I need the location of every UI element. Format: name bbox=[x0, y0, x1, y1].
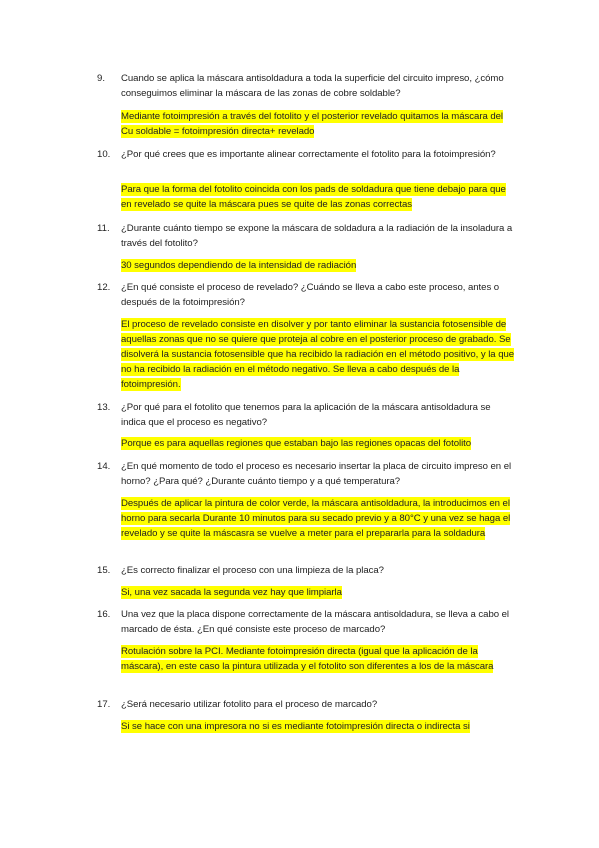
question-number: 15. bbox=[97, 565, 111, 576]
answer-text: Mediante fotoimpresión a través del fotolito y el posterior revelado quitamos la máscara del Cu soldable = fotoimpresión directa+ revelado bbox=[121, 111, 504, 137]
question-number: 10. bbox=[97, 149, 111, 160]
answer-block bbox=[121, 644, 517, 674]
question-number: 11. bbox=[97, 223, 110, 234]
answer-text: Si se hace con una impresora no si es mediante fotoimpresión directa o indirecta si bbox=[121, 721, 470, 732]
answer-text: Después de aplicar la pintura de color verde, la máscara antisoldadura, la introducimos en el horno para secarla Durante 10 minutos para su secado previo y a 80°C y una vez se haga el revelado y se quite la máscasra se vuelve a meter para el prepararla para la soldadura bbox=[121, 498, 511, 539]
question-text: ¿Durante cuánto tiempo se expone la máscara de soldadura a la radiación de la insoladura a través del fotolito? bbox=[121, 223, 513, 249]
question-number: 13. bbox=[97, 402, 111, 413]
answer-block bbox=[121, 182, 517, 212]
answer-text: Para que la forma del fotolito coincida con los pads de soldadura que tiene debajo para que en revelado se quite la máscara pues se quite de las zonas correctas bbox=[121, 184, 506, 210]
question-number: 9. bbox=[97, 73, 106, 84]
answer-text: Rotulación sobre la PCI. Mediante fotoimpresión directa (igual que la aplicación de la máscara), en este caso la pintura utilizada y el fotolito son diferentes a los de la máscara bbox=[121, 646, 494, 672]
question-number: 12. bbox=[97, 282, 111, 293]
question-text: Una vez que la placa dispone correctamente de la máscara antisoldadura, se lleva a cabo el marcado de ésta. ¿En qué consiste este proceso de marcado? bbox=[121, 609, 510, 635]
question-text: ¿Por qué para el fotolito que tenemos para la aplicación de la máscara antisoldadura se indica que el proceso es negativo? bbox=[121, 402, 491, 428]
question-number: 16. bbox=[97, 609, 111, 620]
answer-block bbox=[121, 496, 517, 541]
question-number: 14. bbox=[97, 461, 111, 472]
answer-text: Si, una vez sacada la segunda vez hay que limpiarla bbox=[121, 587, 342, 598]
question-text: ¿Será necesario utilizar fotolito para el proceso de marcado? bbox=[121, 699, 378, 710]
question-text: ¿En qué momento de todo el proceso es necesario insertar la placa de circuito impreso en el horno? ¿Para qué? ¿Durante cuánto tiempo y a qué temperatura? bbox=[121, 461, 512, 487]
answer-block bbox=[121, 585, 517, 600]
question-text: ¿En qué consiste el proceso de revelado? ¿Cuándo se lleva a cabo este proceso, antes o después de la fotoimpresión? bbox=[121, 282, 500, 308]
answer-text: Porque es para aquellas regiones que estaban bajo las regiones opacas del fotolito bbox=[121, 438, 472, 449]
answer-block bbox=[121, 317, 517, 392]
answer-block bbox=[121, 719, 517, 734]
question-text: ¿Es correcto finalizar el proceso con una limpieza de la placa? bbox=[121, 565, 384, 576]
answer-block bbox=[121, 258, 517, 273]
question-number: 17. bbox=[97, 699, 111, 710]
answer-block bbox=[121, 109, 517, 139]
question-text: ¿Por qué crees que es importante alinear correctamente el fotolito para la fotoimpresión? bbox=[121, 149, 496, 160]
answer-text: 30 segundos dependiendo de la intensidad de radiación bbox=[121, 260, 357, 271]
question-text: Cuando se aplica la máscara antisoldadura a toda la superficie del circuito impreso, ¿cómo conseguimos eliminar la máscara de las zonas de cobre soldable? bbox=[121, 73, 504, 99]
answer-block bbox=[121, 436, 517, 451]
answer-text: El proceso de revelado consiste en disolver y por tanto eliminar la sustancia fotosensible de aquellas zonas que no se quiere que proteja al cobre en el posterior proceso de grabado. Se disolverá la sustancia fotosensible que ha recibido la radiación en el método positivo, y la que no ha recibido la radiación en el método negativo. Se lleva a cabo después de la fotoimpresión. bbox=[121, 319, 515, 390]
